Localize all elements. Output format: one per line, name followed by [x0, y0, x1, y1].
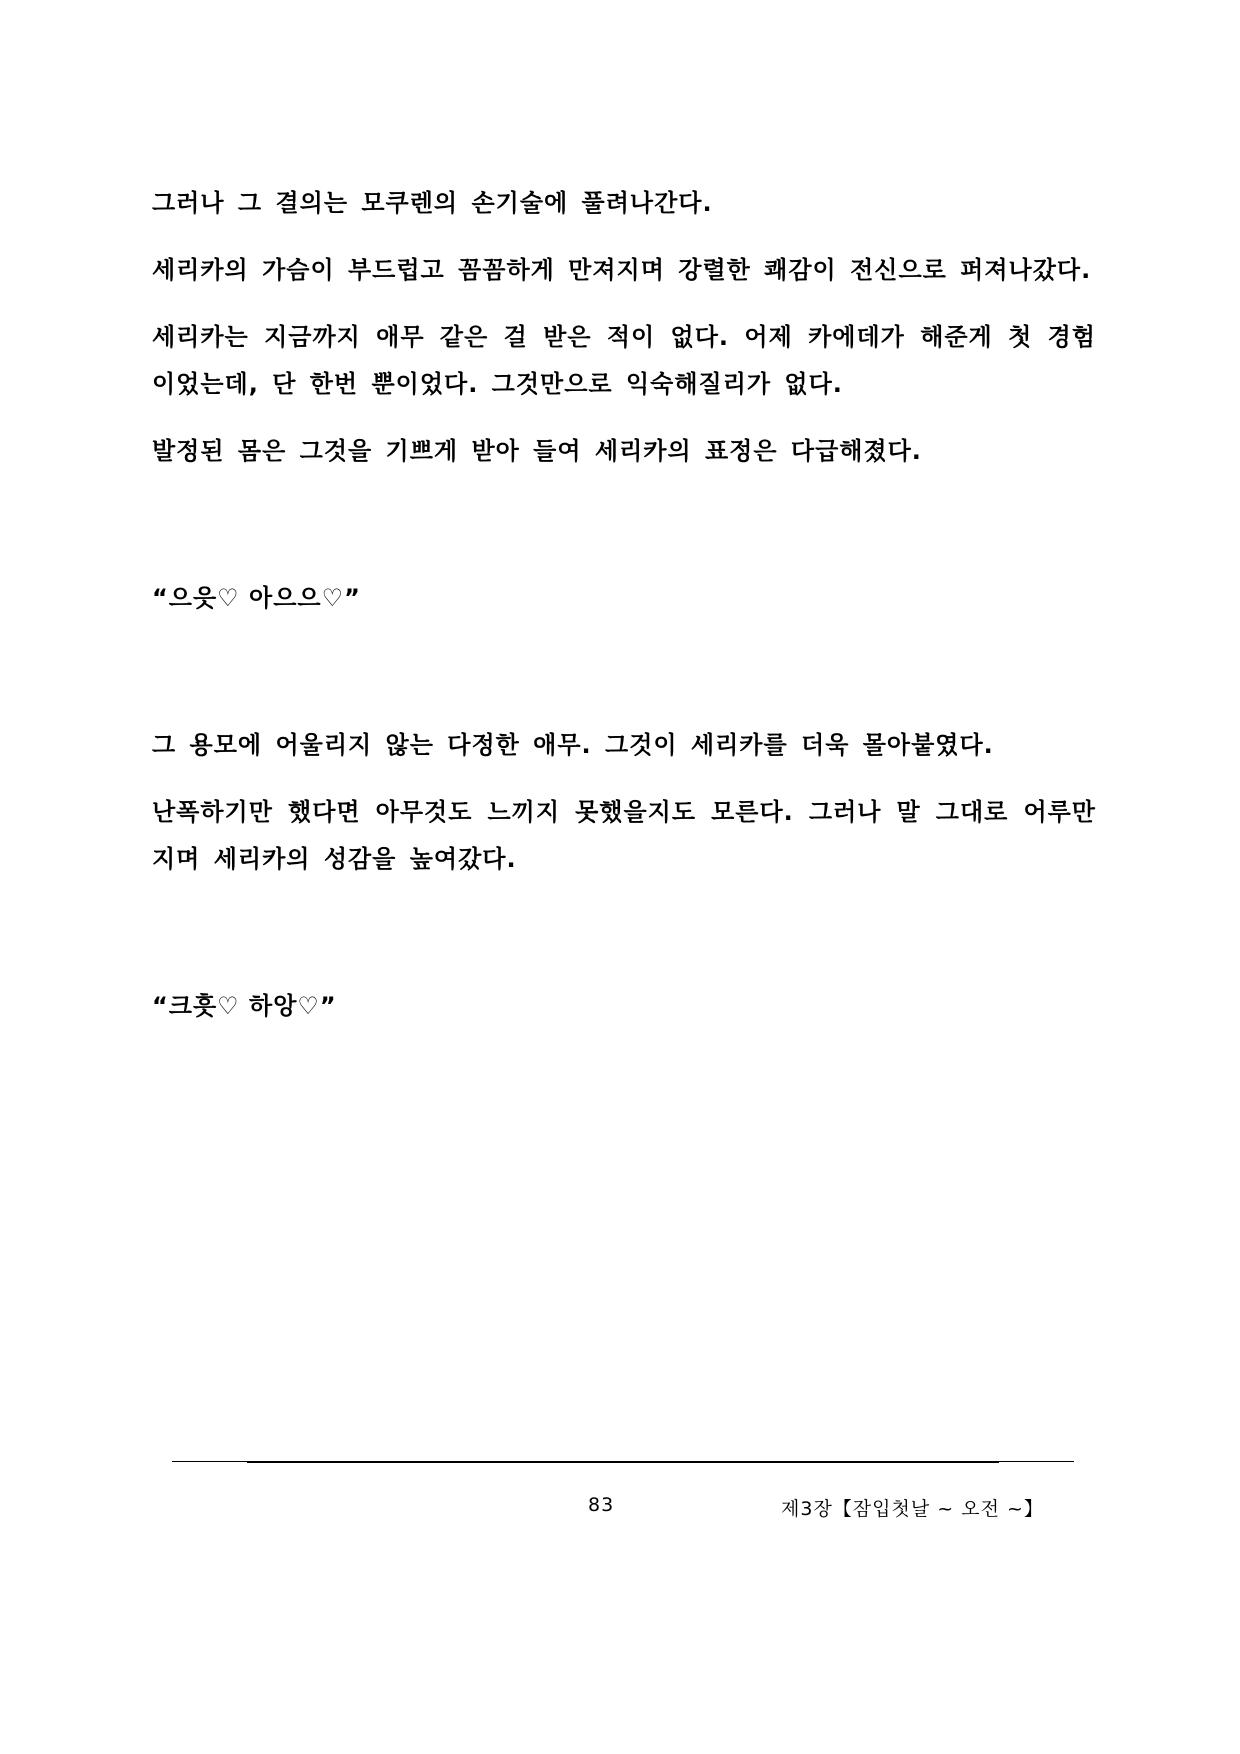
- footer-rule-accent: [247, 1462, 999, 1463]
- page-number: 83: [588, 1494, 615, 1516]
- paragraph: 세리카는 지금까지 애무 같은 걸 받은 적이 없다. 어제 카에데가 해준게 첫 경험이었는데, 단 한번 뿐이었다. 그것만으로 익숙해질리가 없다.: [152, 323, 1096, 398]
- paragraph: 세리카의 가슴이 부드럽고 꼼꼼하게 만져지며 강렬한 쾌감이 전신으로 퍼져나갔다.: [152, 256, 1092, 284]
- paragraph: 그러나 그 결의는 모쿠렌의 손기술에 풀려나간다.: [152, 189, 713, 217]
- paragraph: 발정된 몸은 그것을 기쁘게 받아 들여 세리카의 표정은 다급해졌다.: [152, 437, 922, 465]
- dialogue-line: “으읏♡ 아으으♡”: [152, 584, 361, 612]
- paragraph: 난폭하기만 했다면 아무것도 느끼지 못했을지도 모른다. 그러나 말 그대로 어루만지며 세리카의 성감을 높여갔다.: [152, 798, 1096, 873]
- chapter-title: 제3장【잠입첫날 ~ 오전 ~】: [781, 1498, 1044, 1520]
- body-text: [152, 180, 1096, 1050]
- dialogue-line: “크흣♡ 하앙♡”: [152, 992, 337, 1020]
- paragraph: 그 용모에 어울리지 않는 다정한 애무. 그것이 세리카를 더욱 몰아붙였다.: [152, 731, 994, 759]
